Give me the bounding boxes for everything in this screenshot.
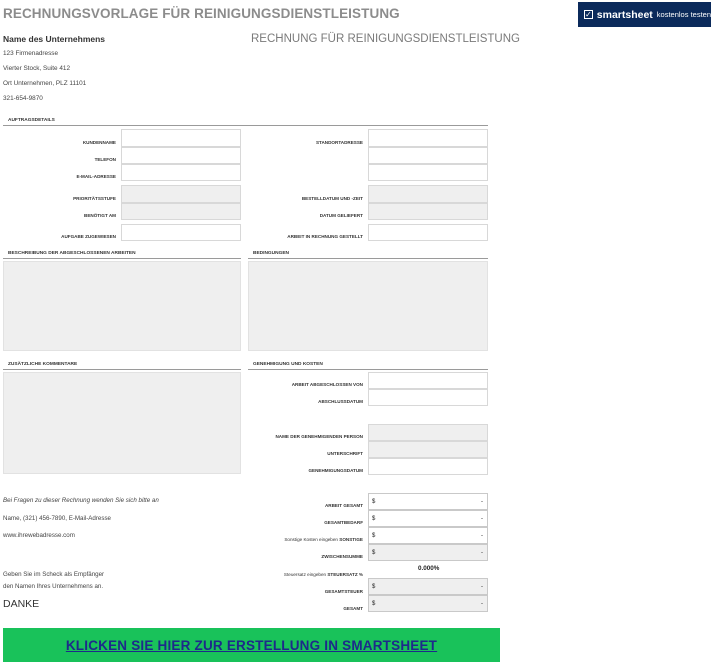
approval-date-label: GENEHMIGUNGSDATUM — [308, 468, 363, 473]
create-in-smartsheet-link[interactable]: KLICKEN SIE HIER ZUR ERSTELLUNG IN SMARTSHEET — [65, 637, 438, 653]
other-costs-label — [250, 537, 363, 542]
email-label: E-MAIL-ADRESSE — [76, 174, 116, 179]
total-tax-value — [368, 578, 488, 595]
delivery-date-field[interactable] — [368, 203, 488, 220]
amount: - — [481, 498, 483, 505]
currency-symbol: $ — [372, 498, 376, 505]
total-need-value[interactable] — [368, 510, 488, 527]
amount: - — [481, 583, 483, 590]
invoice-title: RECHNUNG FÜR REINIGUNGSDIENSTLEISTUNG — [251, 33, 520, 45]
currency-symbol: $ — [372, 515, 376, 522]
total-need-label: GESAMTBEDARF — [324, 520, 363, 525]
amount: - — [481, 549, 483, 556]
currency-symbol: $ — [372, 600, 376, 607]
billed-work-field[interactable] — [368, 224, 488, 241]
terms-heading: BEDINGUNGEN — [253, 251, 289, 256]
description-heading: BESCHREIBUNG DER ABGESCHLOSSENEN ARBEITEN — [8, 251, 136, 256]
total-label: GESAMT — [343, 606, 363, 611]
contact-question: Bei Fragen zu dieser Rechnung wenden Sie sich bitte an — [3, 497, 159, 504]
check-instruction-line2: den Namen Ihres Unternehmens an. — [3, 583, 104, 590]
location-address-field-3[interactable] — [368, 164, 488, 181]
approver-name-label: NAME DER GENEHMIGENDEN PERSON — [275, 434, 363, 439]
tax-rate-prefix: Steuersatz eingeben — [283, 572, 328, 577]
signature-label: UNTERSCHRIFT — [327, 451, 363, 456]
tax-rate-label — [250, 572, 363, 577]
phone-label: TELEFON — [94, 157, 116, 162]
order-details-divider — [3, 125, 488, 126]
comments-textarea[interactable] — [3, 372, 241, 474]
work-total-label: ARBEIT GESAMT — [324, 503, 363, 508]
thanks-text: DANKE — [3, 598, 40, 610]
company-street: 123 Firmenadresse — [3, 50, 59, 57]
needed-by-label: BENÖTIGT AM — [84, 213, 116, 218]
order-datetime-field[interactable] — [368, 185, 488, 203]
smartsheet-logo-link[interactable] — [578, 2, 711, 27]
customer-name-label: KUNDENNAME — [82, 140, 116, 145]
other-costs-bold: SONSTIGE — [339, 537, 363, 542]
work-total-value[interactable] — [368, 493, 488, 510]
amount: - — [481, 532, 483, 539]
company-name: Name des Unternehmens — [3, 34, 106, 44]
page-title: RECHNUNGSVORLAGE FÜR REINIGUNGSDIENSTLEISTUNG — [3, 6, 400, 21]
phone-field[interactable] — [121, 147, 241, 164]
approval-date-field[interactable] — [368, 458, 488, 475]
comments-divider — [3, 369, 241, 370]
amount: - — [481, 515, 483, 522]
priority-label: PRIORITÄTSSTUFE — [73, 196, 116, 201]
approval-heading: GENEHMIGUNG UND KOSTEN — [253, 362, 323, 367]
completion-date-label: ABSCHLUSSDATUM — [318, 399, 363, 404]
order-details-heading: AUFTRAGSDETAILS — [8, 118, 55, 123]
location-address-field-1[interactable] — [368, 129, 488, 147]
billed-work-label: ARBEIT IN RECHNUNG GESTELLT — [287, 234, 363, 239]
email-field[interactable] — [121, 164, 241, 181]
logo-try: kostenlos testen — [656, 10, 711, 19]
contact-website[interactable]: www.ihrewebadresse.com — [3, 532, 75, 539]
order-datetime-label: BESTELLDATUM UND -ZEIT — [301, 196, 363, 201]
other-costs-prefix: Sonstige Kosten eingeben — [284, 537, 340, 542]
other-costs-value[interactable] — [368, 527, 488, 544]
currency-symbol: $ — [372, 583, 376, 590]
description-divider — [3, 258, 241, 259]
delivery-date-label: DATUM GELIEFERT — [319, 213, 363, 218]
completion-date-field[interactable] — [368, 389, 488, 406]
subtotal-value — [368, 544, 488, 561]
subtotal-label: ZWISCHENSUMME — [321, 554, 363, 559]
contact-person: Name, (321) 456-7890, E-Mail-Adresse — [3, 515, 111, 522]
tax-rate-value[interactable]: 0.000% — [418, 565, 440, 572]
comments-heading: ZUSÄTZLICHE KOMMENTARE — [8, 362, 78, 367]
tax-rate-bold: STEUERSATZ % — [327, 572, 363, 577]
checkbox-logo-icon: ✓ — [585, 9, 592, 19]
logo-brand: smartsheet — [596, 8, 653, 21]
approver-name-field[interactable] — [368, 424, 488, 441]
total-tax-label: GESAMTSTEUER — [324, 589, 363, 594]
needed-by-field[interactable] — [121, 203, 241, 220]
currency-symbol: $ — [372, 532, 376, 539]
completed-by-label: ARBEIT ABGESCHLOSSEN VON — [291, 382, 363, 387]
company-phone: 321-654-9870 — [3, 95, 43, 102]
create-in-smartsheet-banner[interactable] — [3, 628, 500, 662]
currency-symbol: $ — [372, 549, 376, 556]
approval-divider — [248, 369, 488, 370]
total-value — [368, 595, 488, 612]
signature-field[interactable] — [368, 441, 488, 458]
terms-textarea[interactable] — [248, 261, 488, 351]
terms-divider — [248, 258, 488, 259]
company-city: Ort Unternehmen, PLZ 11101 — [3, 80, 87, 87]
description-textarea[interactable] — [3, 261, 241, 351]
priority-field[interactable] — [121, 185, 241, 203]
completed-by-field[interactable] — [368, 372, 488, 389]
assigned-task-label: AUFGABE ZUGEWIESEN — [61, 234, 116, 239]
location-address-label: STANDORTADRESSE — [315, 140, 363, 145]
check-instruction-line1: Geben Sie im Scheck als Empfänger — [3, 571, 105, 578]
customer-name-field[interactable] — [121, 129, 241, 147]
amount: - — [481, 600, 483, 607]
location-address-field-2[interactable] — [368, 147, 488, 164]
company-floor: Vierter Stock, Suite 412 — [3, 65, 71, 72]
assigned-task-field[interactable] — [121, 224, 241, 241]
